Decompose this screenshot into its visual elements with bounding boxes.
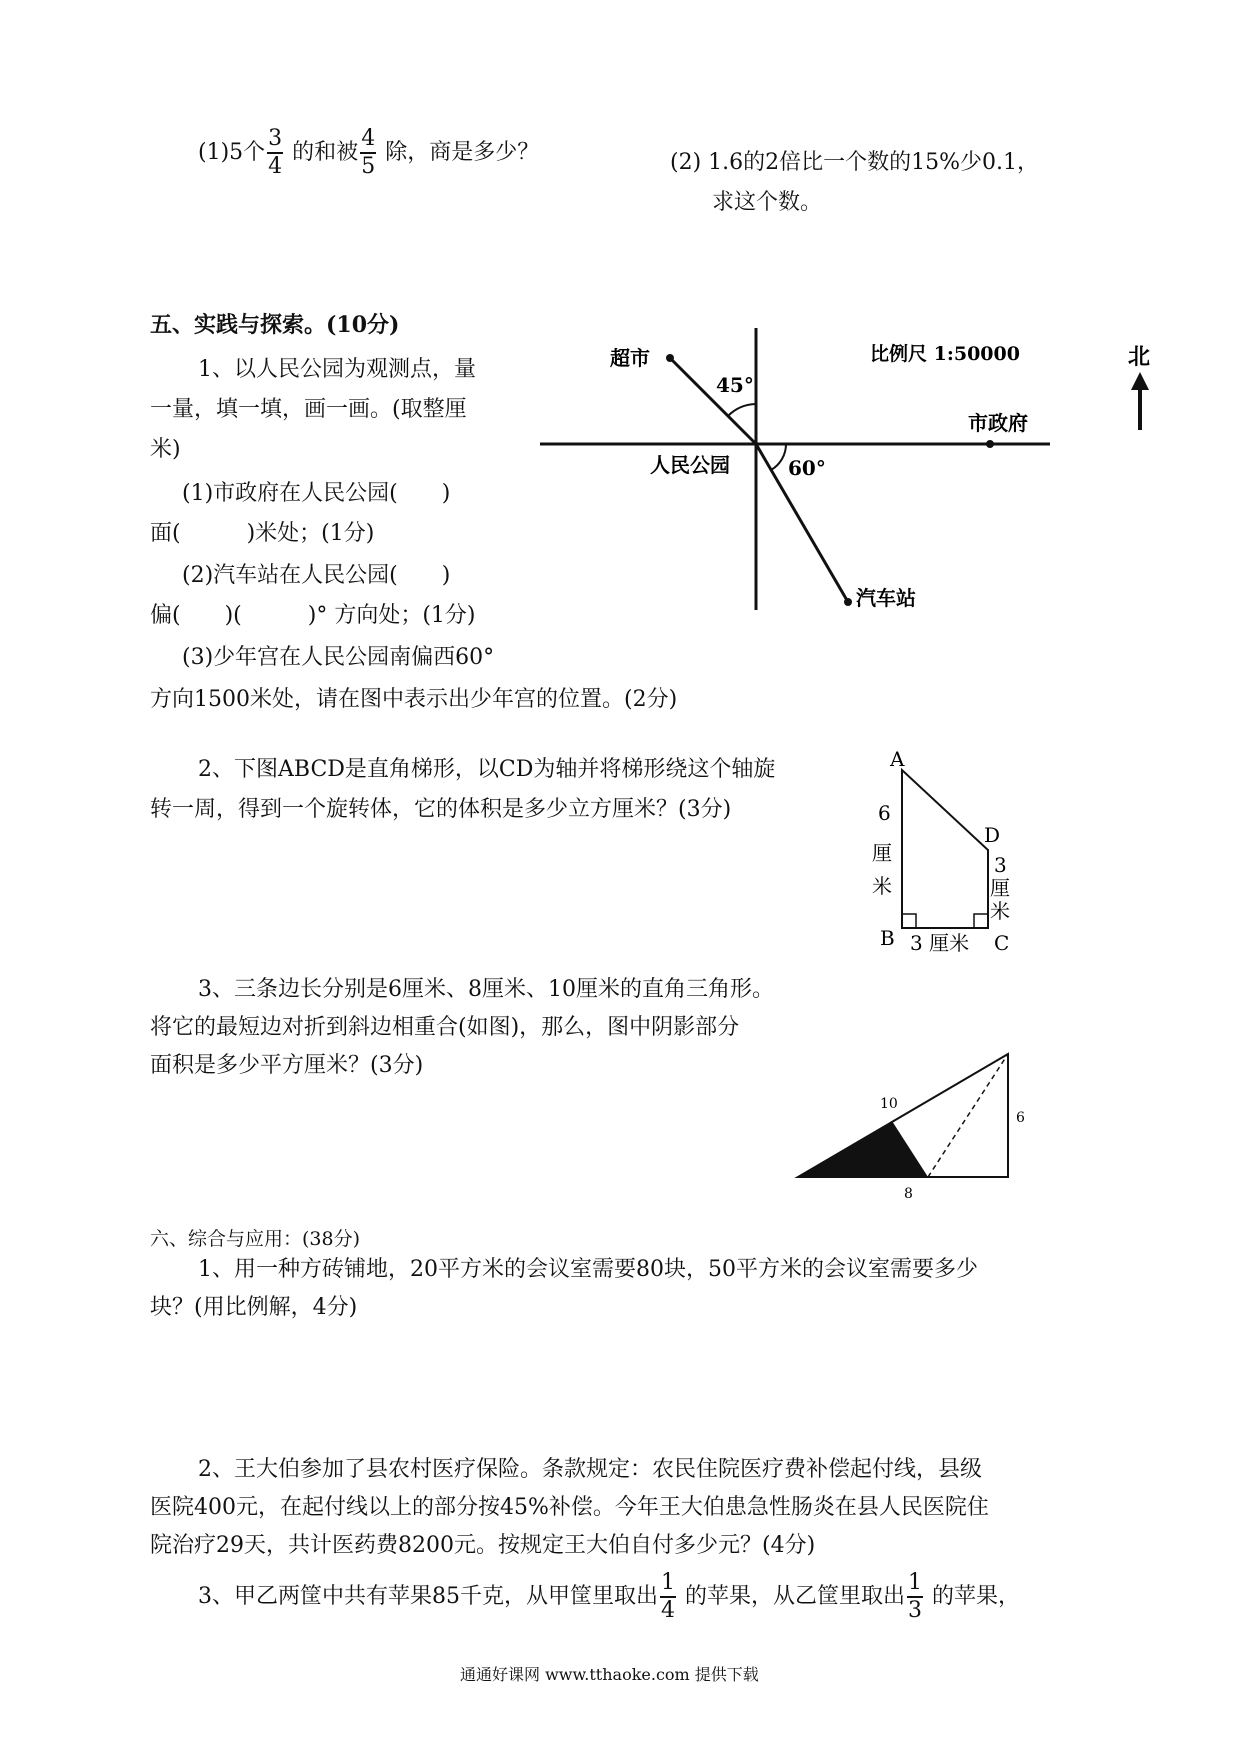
s5-p3-line2: 将它的最短边对折到斜边相重合(如图)，那么，图中阴影部分 <box>150 1015 740 1040</box>
supermarket-label: 超市 <box>610 346 650 370</box>
s5-p3-line1: 3、三条边长分别是6厘米、8厘米、10厘米的直角三角形。 <box>198 977 774 1002</box>
q41-mid: 的和被 <box>292 140 359 165</box>
supermarket-point <box>666 354 674 362</box>
bus-station-point <box>844 598 852 606</box>
angle-60-label: 60° <box>788 456 826 480</box>
s5-p1-line1: 1、以人民公园为观测点，量 <box>198 357 476 382</box>
fraction-1-3: $\frac{1}{3}$ <box>908 1570 923 1623</box>
north-arrow-icon <box>1131 372 1149 390</box>
s5-p2-line2: 转一周，得到一个旋转体，它的体积是多少立方厘米？(3分) <box>150 797 732 822</box>
vertex-b: B <box>880 926 895 950</box>
s6-q1-line2: 块？(用比例解，4分) <box>150 1295 358 1320</box>
fraction-1-4: $\frac{1}{4}$ <box>661 1570 675 1623</box>
short-side-label: 6 <box>1016 1110 1025 1126</box>
s5-p1-sub3b: 方向1500米处，请在图中表示出少年宫的位置。(2分) <box>150 687 678 712</box>
s6q3-prefix: 3、甲乙两筐中共有苹果85千克，从甲筐里取出 <box>198 1584 658 1609</box>
s6-q1-line1: 1、用一种方砖铺地，20平方米的会议室需要80块，50平方米的会议室需要多少 <box>198 1257 978 1282</box>
s6q3-mid: 的苹果，从乙筐里取出 <box>685 1584 906 1609</box>
s5-p1-sub1a: (1)市政府在人民公园( ) <box>182 481 451 506</box>
city-hall-point <box>986 440 994 448</box>
angle-45-label: 45° <box>716 373 754 397</box>
section-5-title: 五、实践与探索。(10分) <box>150 312 400 338</box>
right-side-unit2: 米 <box>990 899 1010 923</box>
trapezoid-abcd <box>902 770 988 928</box>
s5-p3-line3: 面积是多少平方厘米？(3分) <box>150 1053 424 1078</box>
q41-prefix: (1)5个 <box>198 140 266 165</box>
fold-line <box>928 1054 1008 1177</box>
scale-label: 比例尺 1:50000 <box>870 343 1020 365</box>
s5-p1-line3: 米) <box>150 437 181 462</box>
vertex-a: A <box>890 750 905 771</box>
question-4-2-line2: 求这个数。 <box>712 190 823 215</box>
bottom-side-label: 3 厘米 <box>910 931 970 955</box>
s5-p1-sub2b: 偏( )( )° 方向处；(1分) <box>150 603 476 628</box>
question-4-2-line1: (2) 1.6的2倍比一个数的15%少0.1， <box>670 150 1040 175</box>
hypotenuse-label: 10 <box>880 1096 898 1112</box>
park-label: 人民公园 <box>650 453 730 477</box>
s6-q2-line2: 医院400元，在起付线以上的部分按45%补偿。今年王大伯患急性肠炎在县人民医院住 <box>150 1495 989 1520</box>
fraction-3-4: $\frac{3}{4}$ <box>268 126 283 179</box>
city-hall-label: 市政府 <box>968 411 1028 435</box>
left-side-unit1: 厘 <box>872 841 892 865</box>
s5-p1-sub3a: (3)少年宫在人民公园南偏西60° <box>182 645 495 670</box>
left-side-num: 6 <box>878 801 891 825</box>
direction-map <box>530 320 1180 620</box>
s6-q3-line1 <box>198 1572 1020 1622</box>
s5-p1-line2: 一量，填一填，画一画。(取整厘 <box>150 397 467 422</box>
vertex-d: D <box>984 823 1001 847</box>
s5-p2-line1: 2、下图ABCD是直角梯形，以CD为轴并将梯形绕这个轴旋 <box>198 757 776 782</box>
right-angle-c <box>974 914 988 928</box>
section-6-title: 六、综合与应用：(38分) <box>150 1228 361 1250</box>
folded-triangle-diagram <box>790 1040 1040 1205</box>
fraction-4-5: $\frac{4}{5}$ <box>361 126 376 179</box>
north-label: 北 <box>1128 344 1151 370</box>
page-footer: 通通好课网 www.tthaoke.com 提供下载 <box>460 1665 759 1684</box>
angle-45-arc <box>728 404 756 416</box>
s5-p1-sub1b: 面( )米处；(1分) <box>150 521 375 546</box>
s5-p1-sub2a: (2)汽车站在人民公园( ) <box>182 563 451 588</box>
right-angle-b <box>902 914 916 928</box>
supermarket-line <box>670 358 756 444</box>
angle-60-arc <box>771 444 786 470</box>
trapezoid-diagram <box>860 750 1030 965</box>
bus-station-label: 汽车站 <box>856 586 916 610</box>
shaded-region <box>798 1121 928 1177</box>
base-label: 8 <box>904 1186 913 1202</box>
right-side-num: 3 <box>994 853 1007 877</box>
right-side-unit1: 厘 <box>990 876 1010 900</box>
question-4-1 <box>198 128 539 178</box>
s6-q2-line3: 院治疗29天，共计医药费8200元。按规定王大伯自付多少元？(4分) <box>150 1533 816 1558</box>
s6q3-suffix: 的苹果， <box>932 1584 1021 1609</box>
vertex-c: C <box>994 931 1010 955</box>
left-side-unit2: 米 <box>872 874 892 898</box>
q41-suffix: 除，商是多少？ <box>385 140 540 165</box>
s6-q2-line1: 2、王大伯参加了县农村医疗保险。条款规定：农民住院医疗费补偿起付线，县级 <box>198 1457 982 1482</box>
